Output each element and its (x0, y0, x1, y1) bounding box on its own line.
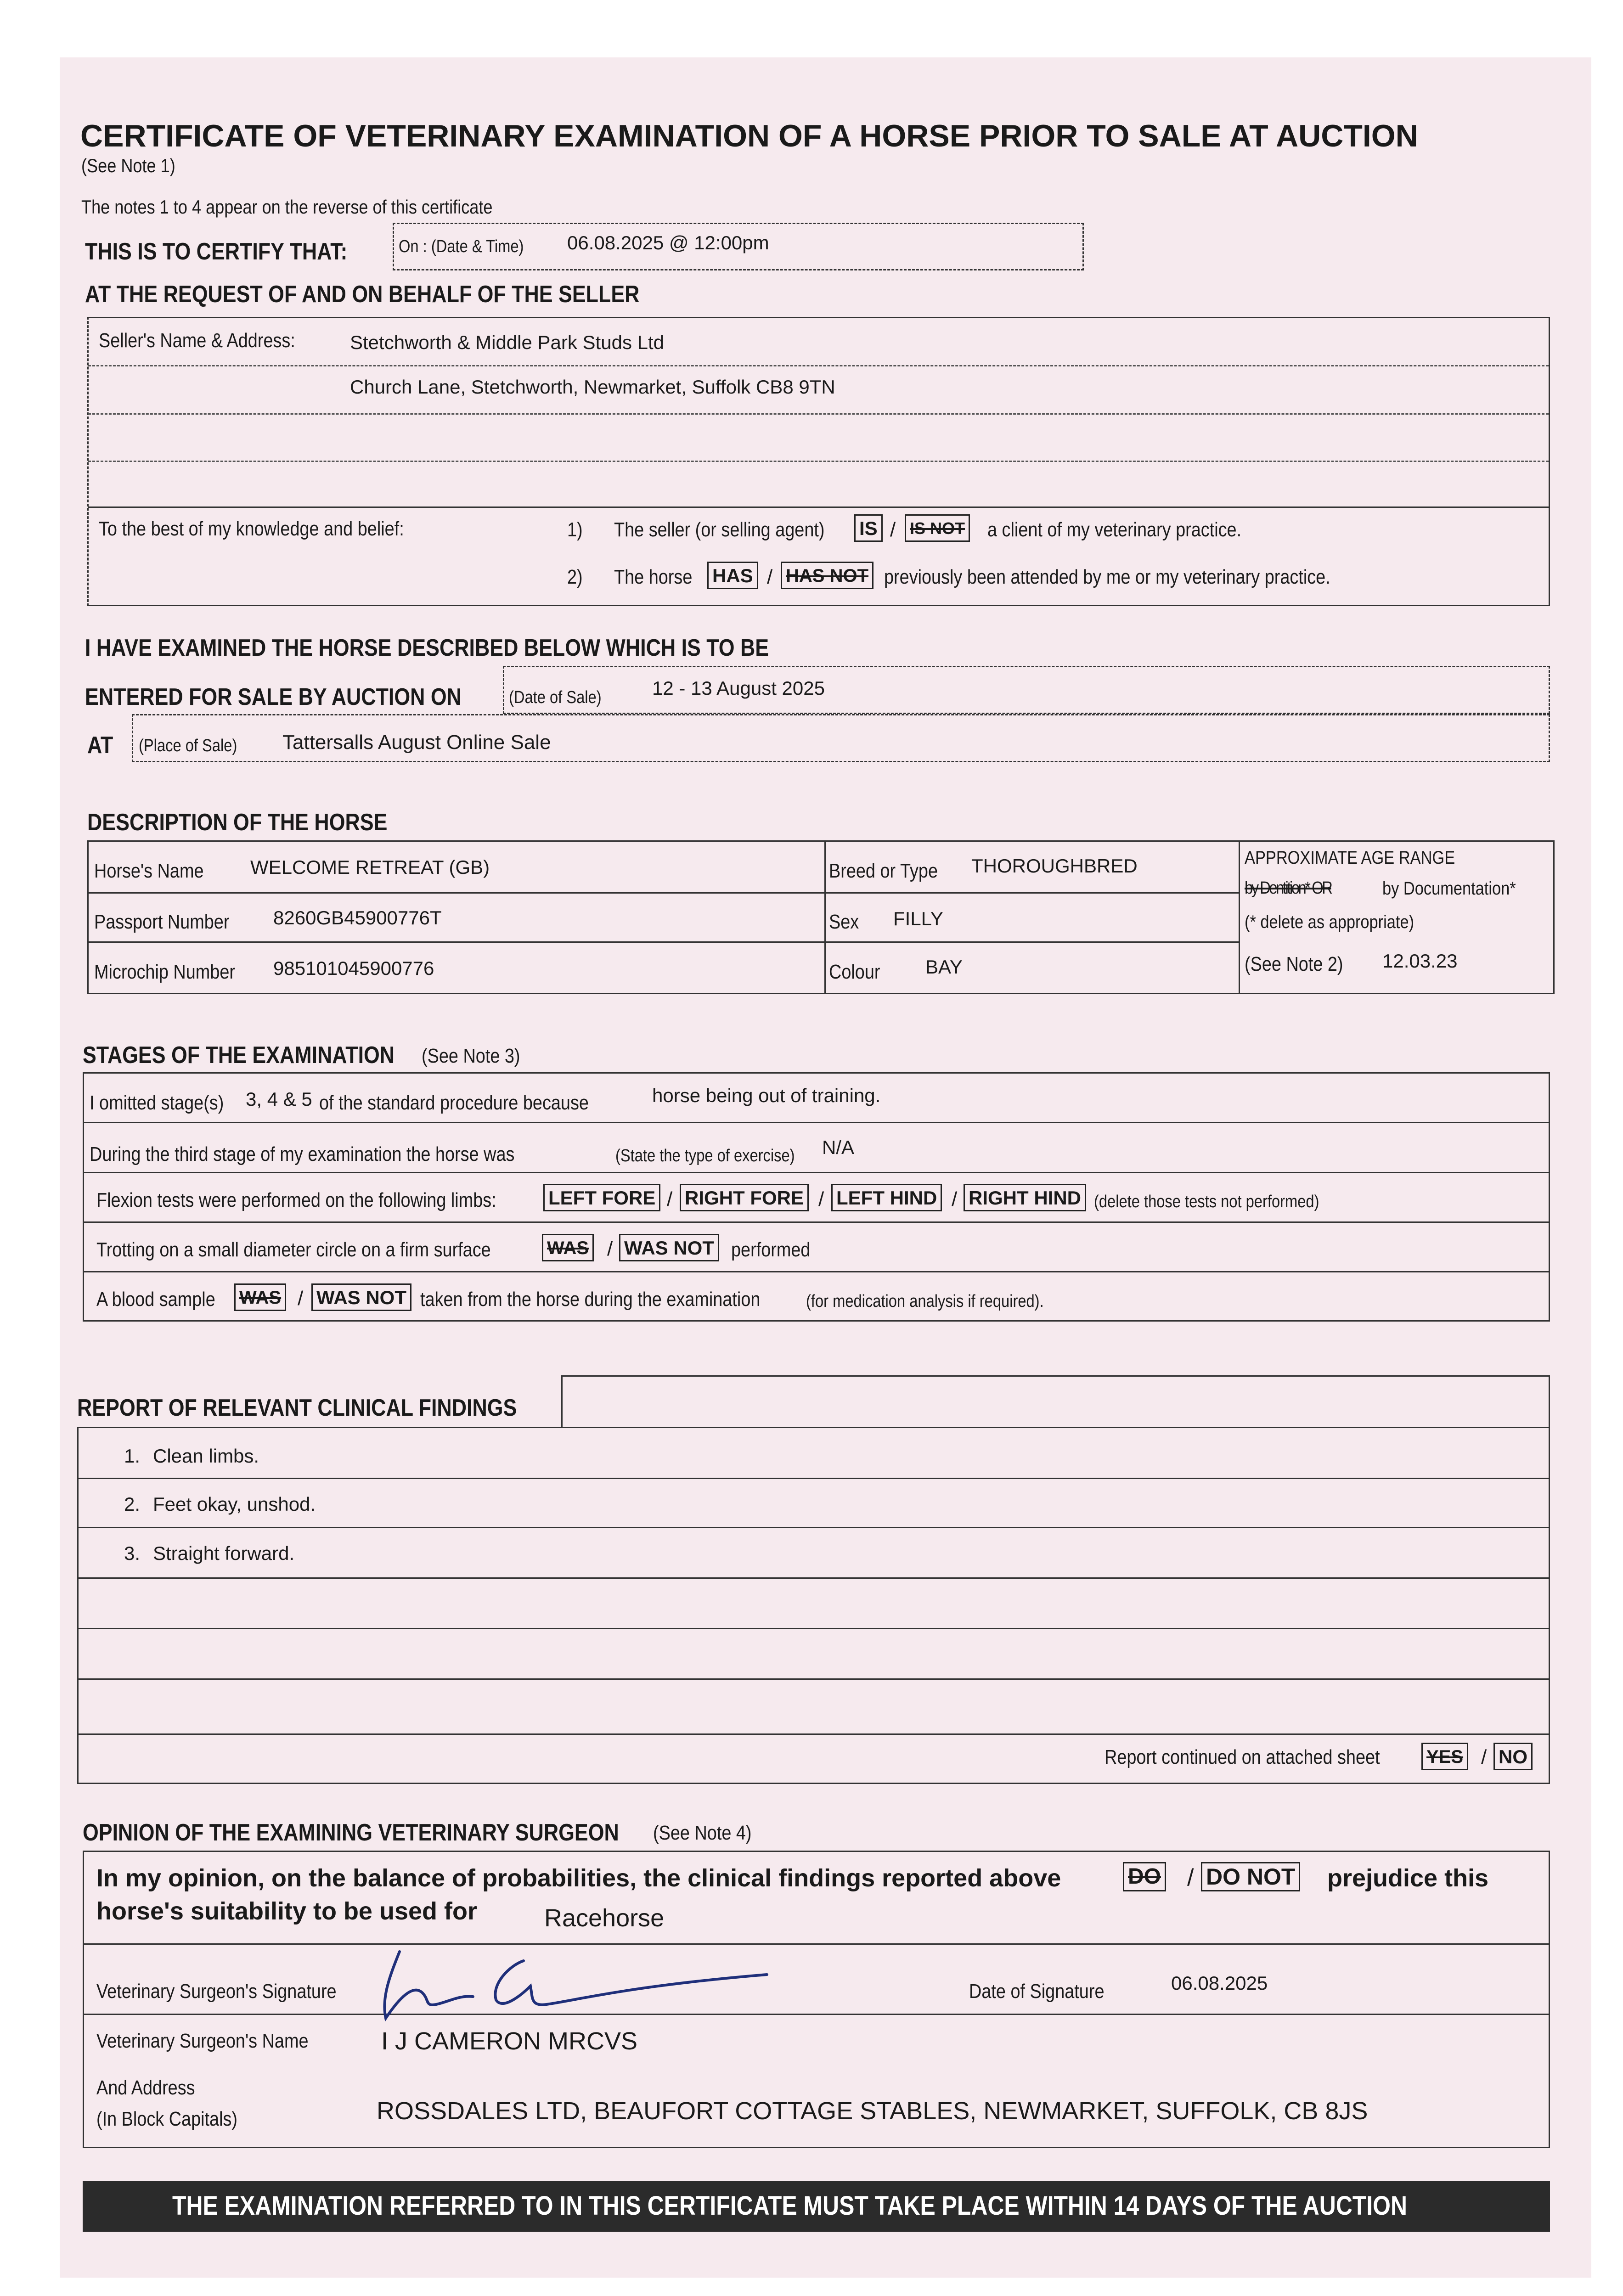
opinion-use-value: Racehorse (544, 1904, 665, 1932)
slash: / (952, 1188, 958, 1210)
stages-rule (84, 1122, 1549, 1123)
sale-date-label: (Date of Sale) (509, 688, 602, 707)
statement-2-text: The horse (614, 566, 693, 588)
omitted-reason: horse being out of training. (652, 1085, 881, 1106)
footer-text: THE EXAMINATION REFERRED TO IN THIS CERTIFICATE MUST TAKE PLACE WITHIN 14 DAYS OF THE AUCTION (172, 2191, 1407, 2221)
report-rule (78, 1478, 1549, 1479)
trot-label-end: performed (731, 1238, 811, 1261)
surgeon-name-label: Veterinary Surgeon's Name (96, 2030, 309, 2052)
blood-was-deleted: WAS (234, 1283, 286, 1311)
omitted-label: I omitted stage(s) (90, 1092, 224, 1114)
continued-label: Report continued on attached sheet (1105, 1746, 1380, 1768)
sale-place-label: (Place of Sale) (139, 736, 237, 755)
flexion-label: Flexion tests were performed on the following limbs: (96, 1189, 496, 1211)
age-by-dentition-deleted: by Dentition* OR (1245, 878, 1331, 898)
table-rule (1239, 841, 1240, 993)
see-note-1: (See Note 1) (81, 155, 175, 176)
sex-label: Sex (829, 911, 859, 933)
certify-label: THIS IS TO CERTIFY THAT: (85, 238, 348, 265)
address-value: ROSSDALES LTD, BEAUFORT COTTAGE STABLES, NEWMARKET, SUFFOLK, CB 8JS (377, 2097, 1368, 2125)
has-option: HAS (707, 562, 758, 589)
stages-rule (84, 1221, 1549, 1223)
is-not-option-deleted: IS NOT (905, 514, 970, 542)
sale-date-value: 12 - 13 August 2025 (652, 677, 825, 699)
sale-place-value: Tattersalls August Online Sale (282, 731, 551, 754)
blood-label: A blood sample (96, 1288, 215, 1311)
seller-divider (88, 506, 1549, 508)
horse-name-value: WELCOME RETREAT (GB) (250, 856, 490, 878)
continued-no-option: NO (1493, 1743, 1533, 1770)
age-by-documentation: by Documentation* (1382, 878, 1516, 899)
colour-label: Colour (829, 961, 880, 983)
report-rule (78, 1733, 1549, 1735)
opinion-statement: In my opinion, on the balance of probabilities, the clinical findings reported above (96, 1864, 1061, 1892)
finding-1-number: 1. (124, 1445, 141, 1467)
seller-label: Seller's Name & Address: (99, 329, 295, 352)
right-hind-option: RIGHT HIND (964, 1184, 1086, 1211)
seller-address: Church Lane, Stetchworth, Newmarket, Suffolk CB8 9TN (350, 376, 835, 398)
statement-1-end: a client of my veterinary practice. (987, 518, 1242, 541)
horse-name-label: Horse's Name (94, 860, 204, 882)
opinion-do-deleted: DO (1123, 1862, 1166, 1891)
flexion-note: (delete those tests not performed) (1094, 1192, 1319, 1211)
breed-label: Breed or Type (829, 860, 938, 882)
opinion-see-note-4: (See Note 4) (653, 1822, 752, 1844)
slash: / (1187, 1864, 1194, 1891)
passport-value: 8260GB45900776T (273, 907, 442, 929)
passport-label: Passport Number (94, 911, 230, 933)
signature-date-label: Date of Signature (969, 1980, 1105, 2003)
microchip-value: 985101045900776 (273, 957, 434, 979)
report-rule (78, 1577, 1549, 1579)
finding-3-text: Straight forward. (153, 1542, 295, 1564)
finding-2-number: 2. (124, 1493, 141, 1515)
opinion-heading: OPINION OF THE EXAMINING VETERINARY SURGEON (83, 1819, 619, 1846)
age-range-heading: APPROXIMATE AGE RANGE (1245, 848, 1455, 868)
left-fore-option: LEFT FORE (543, 1184, 660, 1211)
description-heading: DESCRIPTION OF THE HORSE (87, 809, 388, 836)
surgeon-name-value: I J CAMERON MRCVS (381, 2027, 638, 2055)
opinion-do-not-option: DO NOT (1201, 1862, 1300, 1891)
on-datetime-label: On : (Date & Time) (399, 237, 524, 256)
opinion-rule (84, 2014, 1549, 2015)
address-label: And Address (96, 2077, 195, 2099)
age-see-note-2: (See Note 2) (1245, 953, 1343, 975)
omitted-label-end: of the standard procedure because (319, 1092, 589, 1114)
finding-2-text: Feet okay, unshod. (153, 1493, 316, 1515)
opinion-rule (84, 1943, 1549, 1945)
signature-image (372, 1942, 785, 2025)
blood-label-end: taken from the horse during the examination (420, 1288, 761, 1311)
third-stage-value: N/A (822, 1137, 855, 1158)
blood-note: (for medication analysis if required). (806, 1292, 1044, 1311)
examined-heading: I HAVE EXAMINED THE HORSE DESCRIBED BELOW WHICH IS TO BE (85, 635, 769, 661)
slash: / (607, 1238, 613, 1260)
request-heading: AT THE REQUEST OF AND ON BEHALF OF THE SELLER (85, 281, 640, 308)
trot-label: Trotting on a small diameter circle on a firm surface (96, 1238, 491, 1261)
seller-line (88, 461, 1549, 462)
trot-was-deleted: WAS (542, 1234, 594, 1261)
table-rule (824, 841, 826, 993)
seller-line (88, 413, 1549, 415)
slash: / (298, 1287, 304, 1310)
stages-heading: STAGES OF THE EXAMINATION (83, 1042, 395, 1069)
right-fore-option: RIGHT FORE (680, 1184, 809, 1211)
continued-yes-deleted: YES (1421, 1743, 1468, 1770)
sex-value: FILLY (893, 908, 943, 929)
opinion-suitability: horse's suitability to be used for (96, 1897, 477, 1925)
finding-3-number: 3. (124, 1542, 141, 1564)
left-hind-option: LEFT HIND (831, 1184, 942, 1211)
age-delete-note: (* delete as appropriate) (1245, 912, 1414, 932)
opinion-statement-end: prejudice this (1327, 1864, 1489, 1892)
blood-was-not-option: WAS NOT (311, 1283, 411, 1311)
microchip-label: Microchip Number (94, 961, 236, 983)
stages-see-note-3: (See Note 3) (422, 1045, 520, 1067)
trot-was-not-option: WAS NOT (619, 1234, 719, 1261)
slash: / (818, 1188, 824, 1210)
colour-value: BAY (925, 956, 963, 978)
third-stage-note: (State the type of exercise) (615, 1146, 795, 1165)
stages-rule (84, 1271, 1549, 1272)
signature-date-value: 06.08.2025 (1171, 1972, 1268, 1994)
knowledge-label: To the best of my knowledge and belief: (99, 518, 404, 540)
seller-line (88, 365, 1549, 366)
omitted-stages-value: 3, 4 & 5 (246, 1088, 312, 1110)
on-datetime-value: 06.08.2025 @ 12:00pm (567, 232, 769, 253)
slash: / (890, 518, 896, 541)
address-label-note: (In Block Capitals) (96, 2108, 238, 2130)
has-not-option-deleted: HAS NOT (781, 562, 873, 589)
breed-value: THOROUGHBRED (971, 855, 1138, 877)
statement-2-number: 2) (567, 566, 583, 588)
report-box (77, 1427, 1550, 1784)
is-option: IS (854, 514, 883, 542)
signature-label: Veterinary Surgeon's Signature (96, 1980, 337, 2003)
stages-rule (84, 1172, 1549, 1173)
report-heading: REPORT OF RELEVANT CLINICAL FINDINGS (77, 1395, 517, 1421)
table-rule (88, 941, 1239, 943)
table-rule (88, 892, 1239, 894)
slash: / (1481, 1746, 1487, 1768)
third-stage-label: During the third stage of my examination the horse was (90, 1143, 515, 1165)
notes-line: The notes 1 to 4 appear on the reverse of this certificate (81, 196, 493, 218)
statement-1-number: 1) (567, 518, 583, 541)
sale-date-heading: ENTERED FOR SALE BY AUCTION ON (85, 684, 462, 710)
slash: / (767, 566, 773, 588)
report-rule (78, 1678, 1549, 1680)
finding-1-text: Clean limbs. (153, 1445, 259, 1467)
report-rule (78, 1527, 1549, 1528)
at-label: AT (87, 732, 113, 759)
age-value: 12.03.23 (1382, 950, 1458, 972)
report-heading-box (561, 1375, 1550, 1428)
seller-name: Stetchworth & Middle Park Studs Ltd (350, 332, 664, 353)
statement-2-end: previously been attended by me or my veterinary practice. (884, 566, 1330, 588)
certificate-title: CERTIFICATE OF VETERINARY EXAMINATION OF A HORSE PRIOR TO SALE AT AUCTION (80, 118, 1418, 153)
report-rule (78, 1628, 1549, 1629)
slash: / (667, 1188, 673, 1210)
statement-1-text: The seller (or selling agent) (614, 518, 825, 541)
